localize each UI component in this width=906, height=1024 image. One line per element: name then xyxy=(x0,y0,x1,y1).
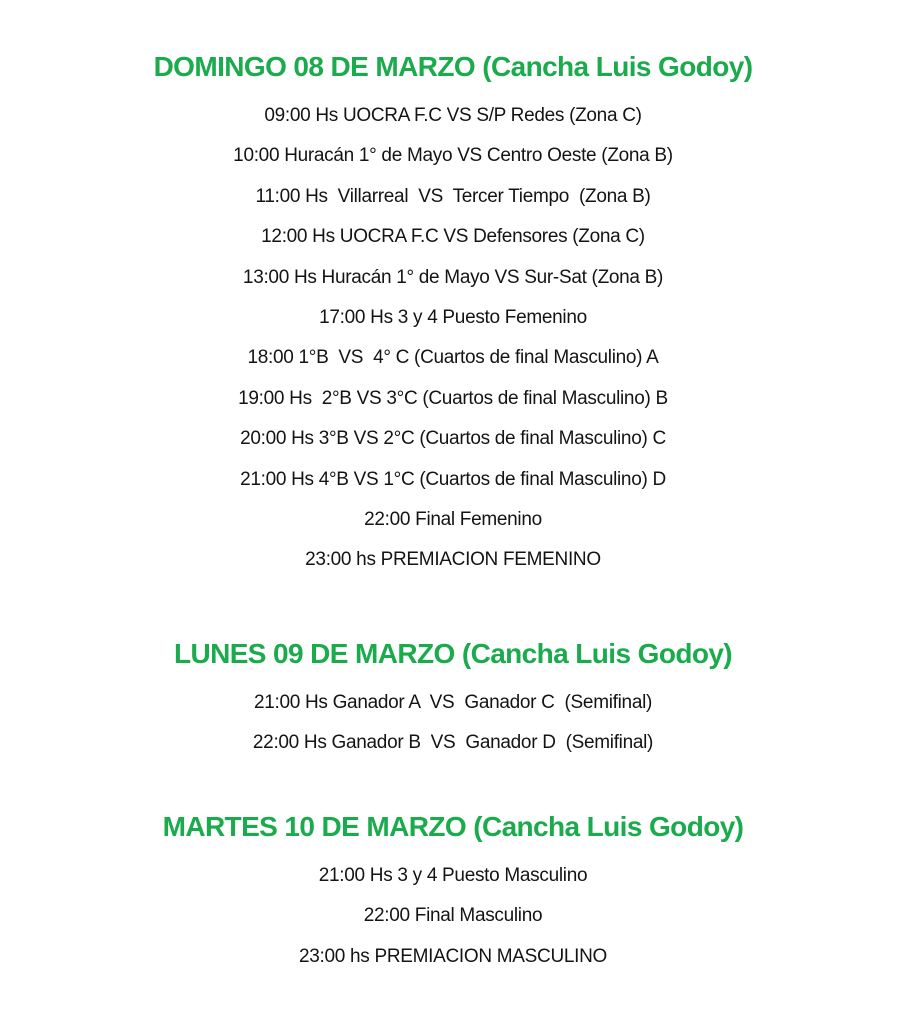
day-section-martes xyxy=(0,810,906,977)
day-heading: MARTES 10 DE MARZO (Cancha Luis Godoy) xyxy=(162,811,744,842)
day-heading: DOMINGO 08 DE MARZO (Cancha Luis Godoy) xyxy=(153,51,753,82)
match-row: 23:00 hs PREMIACION FEMENINO xyxy=(305,549,601,571)
match-row: 19:00 Hs 2°B VS 3°C (Cuartos de final Masculino) B xyxy=(238,387,668,409)
match-row: 09:00 Hs UOCRA F.C VS S/P Redes (Zona C) xyxy=(264,105,642,126)
match-row: 21:00 Hs 4°B VS 1°C (Cuartos de final Masculino) D xyxy=(240,468,666,490)
match-row: 12:00 Hs UOCRA F.C VS Defensores (Zona C) xyxy=(261,226,645,248)
match-row: 17:00 Hs 3 y 4 Puesto Femenino xyxy=(319,306,587,328)
match-row: 11:00 Hs Villarreal VS Tercer Tiempo (Zona B) xyxy=(255,185,651,207)
match-row: 18:00 1°B VS 4° C (Cuartos de final Masculino) A xyxy=(247,347,659,369)
match-row: 22:00 Final Femenino xyxy=(364,508,542,530)
match-list xyxy=(0,856,906,977)
match-row: 20:00 Hs 3°B VS 2°C (Cuartos de final Masculino) C xyxy=(240,428,666,450)
match-row: 13:00 Hs Huracán 1° de Mayo VS Sur-Sat (Zona B) xyxy=(242,266,664,288)
match-row: 22:00 Final Masculino xyxy=(363,905,543,927)
day-section-domingo xyxy=(0,50,906,581)
match-row: 10:00 Huracán 1° de Mayo VS Centro Oeste (Zona B) xyxy=(233,145,673,167)
match-row: 21:00 Hs 3 y 4 Puesto Masculino xyxy=(318,865,588,886)
match-row: 21:00 Hs Ganador A VS Ganador C (Semifinal) xyxy=(253,692,653,713)
day-section-lunes xyxy=(0,637,906,764)
match-list xyxy=(0,96,906,581)
match-row: 23:00 hs PREMIACION MASCULINO xyxy=(298,945,608,967)
match-list xyxy=(0,683,906,764)
day-heading: LUNES 09 DE MARZO (Cancha Luis Godoy) xyxy=(173,638,733,669)
match-row: 22:00 Hs Ganador B VS Ganador D (Semifinal) xyxy=(252,732,654,754)
